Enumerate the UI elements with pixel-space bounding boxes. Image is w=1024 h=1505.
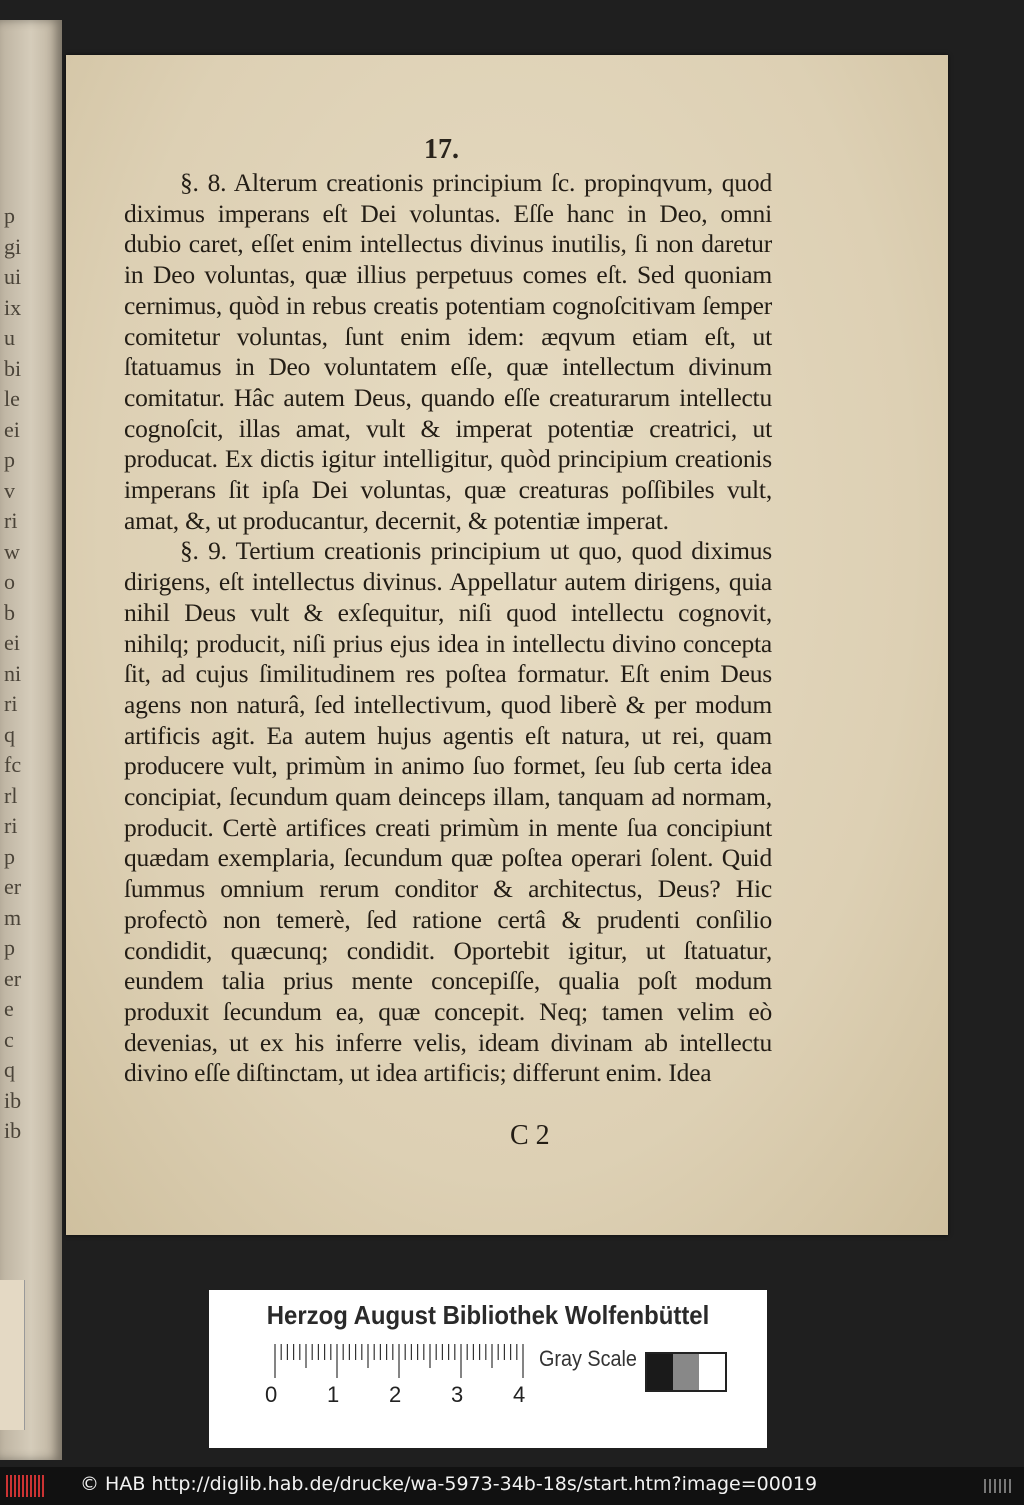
facing-page-fragment: ib xyxy=(4,1118,22,1143)
facing-page-fragment: p xyxy=(4,203,15,228)
facing-page-fragment: fc xyxy=(4,752,22,777)
ruler-number: 4 xyxy=(513,1382,526,1407)
gray-scale-swatch xyxy=(645,1352,727,1392)
ruler-number: 3 xyxy=(451,1382,464,1407)
footer-bar xyxy=(0,1467,1024,1505)
gray-scale-label: Gray Scale xyxy=(539,1346,637,1371)
facing-page-fragment: ix xyxy=(4,294,22,320)
facing-page-fragment: o xyxy=(4,569,15,594)
facing-page-fragment: ri xyxy=(4,508,18,533)
facing-page-fragment: gi xyxy=(4,233,22,259)
facing-page-fragment: b xyxy=(4,599,15,625)
facing-page-fragment: p xyxy=(4,843,15,869)
facing-page-fragment: w xyxy=(4,538,20,564)
facing-page-fragment: bi xyxy=(4,355,22,381)
facing-page-fragment: ei xyxy=(4,630,20,655)
facing-page-fragment: e xyxy=(4,996,14,1021)
library-color-card xyxy=(209,1290,767,1448)
gray-swatch xyxy=(673,1354,699,1390)
signature-mark: C 2 xyxy=(510,1120,550,1151)
source-url[interactable]: © HAB http://diglib.hab.de/drucke/wa-5973-34b-18s/start.htm?image=00019 xyxy=(80,1473,818,1495)
facing-page-fragment: rl xyxy=(4,782,18,808)
facing-page-fragment: ei xyxy=(4,416,20,442)
facing-page-fragment: ri xyxy=(4,691,18,716)
paragraph-9: §. 9. Tertium creationis principium ut quo, quod diximus dirigens, eſt intellectus divinus. Appellatur autem dirigens, quia nihil Deus vult & exſequitur, niſi quod intellectu cognovit, nihilq; producit, niſi prius ejus idea in intellectu divino concepta ſit, ad cujus ſimilitudinem res poſtea formatur. Eſt enim Deus agens non naturâ, ſed intellectivum, quod liberè & per modum artificis agit. Ea autem hujus agentis eſt natura, ut rei, quam producere vult, primùm in animo ſuo formet, ſeu ſub certa idea concipiat, ſecundum quam deinceps illam, tanquam ad normam, producit. Certè artifices creati primùm in mente ſua concipiunt quædam exemplaria, ſecundum quæ poſtea operari ſolent. Quid ſummus omnium rerum conditor & architectus, Deus? Hic profectò non temerè, ſed ratione certâ & prudenti conſilio condidit, quæcunq; condidit. Oportebit igitur, ut ſtatuatur, eundem talia prius mente concepiſſe, qualia poſt modum produxit ſecundum ea, quæ concepit. Neq; tamen velim eò devenias, ut ex his inferre velis, ideam divinam ab intellectu divino eſſe diſtinctam, ut idea artificis; differunt enim. Idea xyxy=(124,536,772,1088)
page-body-text xyxy=(124,168,772,1089)
facing-page-fragment: p xyxy=(4,447,15,472)
facing-page-fragment: er xyxy=(4,965,22,991)
ruler-scale xyxy=(271,1344,531,1378)
facing-page-fragment: p xyxy=(4,935,15,960)
facing-page-fragment: q xyxy=(4,721,15,747)
ruler-number: 1 xyxy=(327,1382,340,1407)
facing-page-fragment: u xyxy=(4,325,15,350)
facing-page-fragment: ri xyxy=(4,813,18,838)
page-number: 17. xyxy=(424,134,459,165)
library-name: Herzog August Bibliothek Wolfenbüttel xyxy=(266,1300,710,1330)
facing-page-fragment: v xyxy=(4,477,15,503)
spine-label xyxy=(0,1280,25,1430)
gray-swatch xyxy=(647,1354,673,1390)
ruler-number: 0 xyxy=(265,1382,278,1407)
barcode-icon xyxy=(6,1475,46,1497)
facing-page-fragment: ui xyxy=(4,264,22,289)
gray-swatch xyxy=(699,1354,725,1390)
facing-page-fragment: c xyxy=(4,1026,14,1052)
facing-page-edge xyxy=(0,20,62,1460)
paragraph-8: §. 8. Alterum creationis principium ſc. propinqvum, quod diximus imperans eſt Dei voluntas. Eſſe hanc in Deo, omni dubio caret, eſſet enim intellectus divinus inutilis, ſi non daretur in Deo voluntas, quæ illius perpetuus comes eſt. Sed quoniam cernimus, quòd in rebus creatis potentiam cognoſcitivam ſemper comitetur voluntas, ſunt enim idem: æqvum etiam eſt, ut ſtatuamus in Deo voluntatem eſſe, quæ intellectum divinum comitatur. Hâc autem Deus, quando eſſe creaturarum intellectu cognoſcit, illas amat, vult & imperat potentiæ creatrici, ut producat. Ex dictis igitur intelligitur, quòd principium creationis imperans ſit ipſa Dei voluntas, quæ creaturas poſſibiles vult, amat, &, ut producantur, decernit, & potentiæ imperat. xyxy=(124,168,772,535)
facing-page-fragment: ni xyxy=(4,660,22,686)
facing-page-fragment: m xyxy=(4,904,22,930)
facing-page-fragment: er xyxy=(4,874,22,899)
facing-page-fragment: le xyxy=(4,386,20,411)
facing-page-fragment: ib xyxy=(4,1087,22,1113)
facing-page-fragment: q xyxy=(4,1057,15,1082)
ruler-numbers xyxy=(265,1382,545,1412)
dots-icon xyxy=(984,1479,1014,1493)
ruler-number: 2 xyxy=(389,1382,402,1407)
